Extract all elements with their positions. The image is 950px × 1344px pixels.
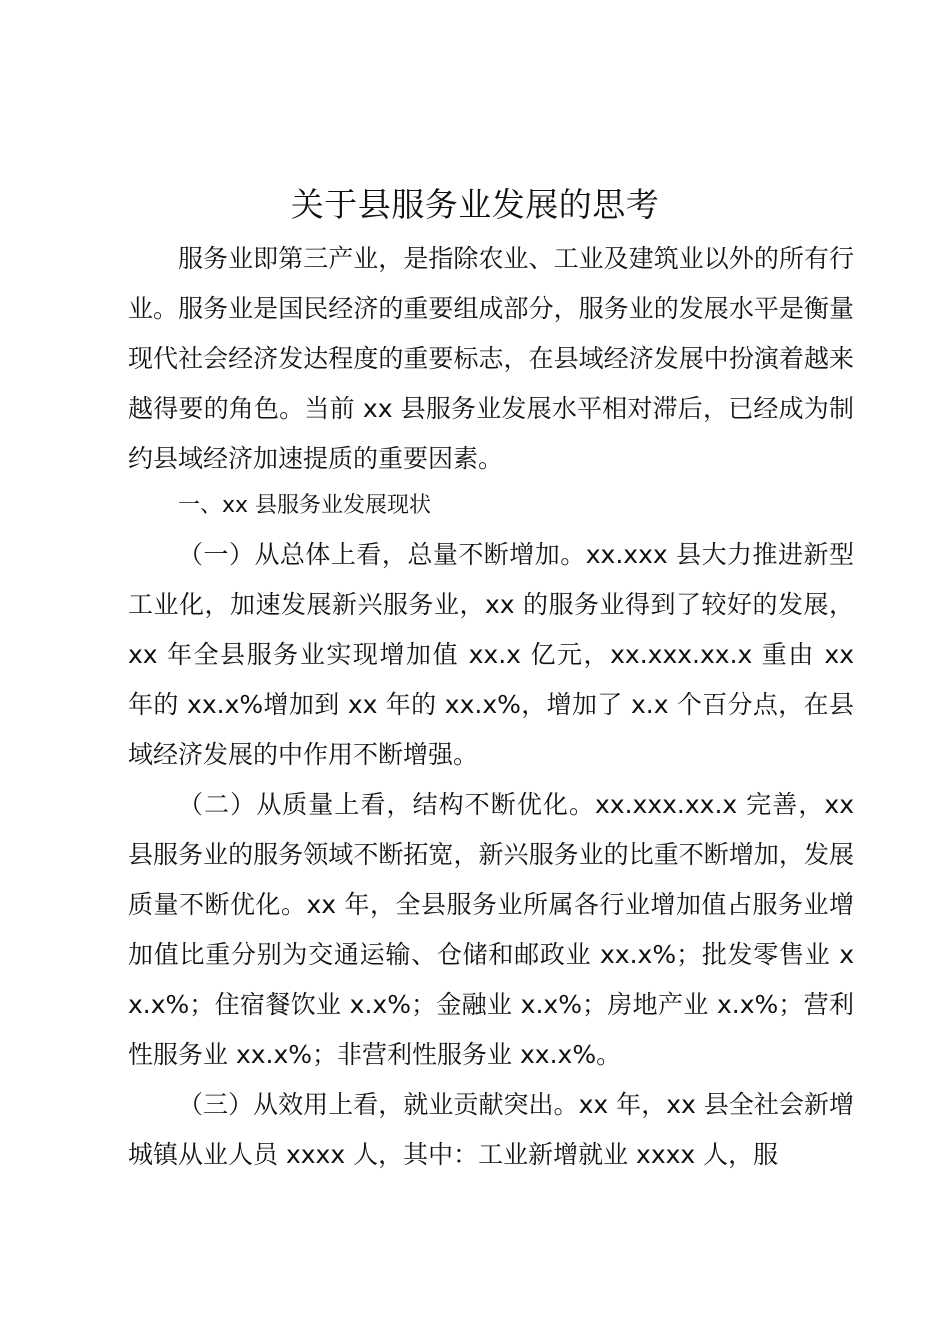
document-title: 关于县服务业发展的思考 xyxy=(290,185,660,224)
paragraph-overall: （一）从总体上看，总量不断增加。xx.xxx 县大力推进新型工业化，加速发展新兴服务业，xx 的服务业得到了较好的发展，xx 年全县服务业实现增加值 xx.x 亿元，xx.xxx.xx.x 重由 xx 年的 xx.x%增加到 xx 年的 xx.x%，增加了 x.x 个百分点，在县域经济发展的中作用不断增强。 xyxy=(128,540,854,769)
paragraph-employment: （三）从效用上看，就业贡献突出。xx 年，xx 县全社会新增城镇从业人员 xxxx 人，其中：工业新增就业 xxxx 人，服 xyxy=(128,1090,854,1169)
section-heading: 一、xx 县服务业发展现状 xyxy=(178,493,432,518)
paragraph-quality: （二）从质量上看，结构不断优化。xx.xxx.xx.x 完善，xx 县服务业的服务领域不断拓宽，新兴服务业的比重不断增加，发展质量不断优化。xx 年，全县服务业所属各行业增加值占服务业增加值比重分别为交通运输、仓储和邮政业 xx.x%；批发零售业 xx.x%；住宿餐饮业 x.x%；金融业 x.x%；房地产业 x.x%；营利性服务业 xx.x%；非营利性服务业 xx.x%。 xyxy=(128,790,854,1069)
intro-paragraph: 服务业即第三产业，是指除农业、工业及建筑业以外的所有行业。服务业是国民经济的重要组成部分，服务业的发展水平是衡量现代社会经济发达程度的重要标志，在县域经济发展中扮演着越来越得要的角色。当前 xx 县服务业发展水平相对滞后，已经成为制约县域经济加速提质的重要因素。 xyxy=(128,244,854,473)
